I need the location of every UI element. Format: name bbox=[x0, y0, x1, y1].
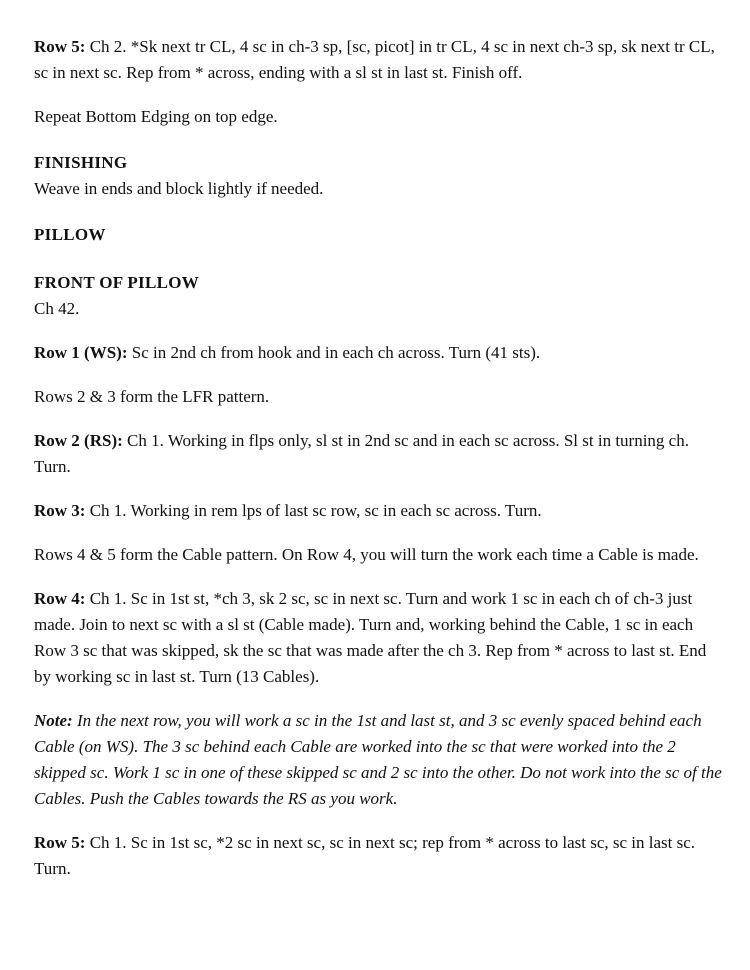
front-of-pillow-heading: FRONT OF PILLOW bbox=[34, 273, 200, 292]
cable-note bbox=[34, 708, 724, 812]
pillow-row-2 bbox=[34, 428, 724, 480]
row-label: Row 1 (WS): bbox=[34, 343, 128, 362]
pillow-row-3 bbox=[34, 498, 724, 524]
pillow-row-1 bbox=[34, 340, 724, 366]
repeat-edging-note: Repeat Bottom Edging on top edge. bbox=[34, 107, 278, 126]
note-label: Note: bbox=[34, 711, 73, 730]
edging-row-5 bbox=[34, 34, 724, 86]
row-instructions: Ch 1. Working in flps only, sl st in 2nd sc and in each sc across. Sl st in turning ch. Turn. bbox=[34, 431, 689, 476]
lfr-pattern-note: Rows 2 & 3 form the LFR pattern. bbox=[34, 387, 270, 406]
row-label: Row 2 (RS): bbox=[34, 431, 123, 450]
row-label: Row 3: bbox=[34, 501, 86, 520]
pillow-heading: PILLOW bbox=[34, 225, 106, 244]
row-label: Row 5: bbox=[34, 37, 86, 56]
row-label: Row 4: bbox=[34, 589, 86, 608]
row-label: Row 5: bbox=[34, 833, 86, 852]
note-text: In the next row, you will work a sc in the 1st and last st, and 3 sc evenly spaced behind each Cable (on WS). The 3 sc behind each Cable are worked into the sc that were worked into the 2 skipped sc. Work 1 sc in one of these skipped sc and 2 sc into the other. Do not work into the sc of the Cables. Push the Cables towards the RS as you work. bbox=[34, 711, 722, 808]
finishing-text: Weave in ends and block lightly if needed. bbox=[34, 179, 324, 198]
cable-pattern-note: Rows 4 & 5 form the Cable pattern. On Row 4, you will turn the work each time a Cable is made. bbox=[34, 545, 699, 564]
row-instructions: Ch 1. Sc in 1st sc, *2 sc in next sc, sc in next sc; rep from * across to last sc, sc in last sc. Turn. bbox=[34, 833, 696, 878]
row-instructions: Ch 1. Working in rem lps of last sc row, sc in each sc across. Turn. bbox=[85, 501, 542, 520]
row-instructions: Sc in 2nd ch from hook and in each ch across. Turn (41 sts). bbox=[127, 343, 541, 362]
row-instructions: Ch 1. Sc in 1st st, *ch 3, sk 2 sc, sc in next sc. Turn and work 1 sc in each ch of ch-3 just made. Join to next sc with a sl st (Cable made). Turn and, working behind the Cable, 1 sc in each Row 3 sc that was skipped, sk the sc that was made after the ch 3. Rep from * across to last st. End by working sc in last st. Turn (13 Cables). bbox=[34, 589, 707, 686]
front-chain-text: Ch 42. bbox=[34, 299, 80, 318]
pillow-row-4 bbox=[34, 586, 724, 690]
pattern-page bbox=[34, 34, 724, 900]
row-instructions: Ch 2. *Sk next tr CL, 4 sc in ch-3 sp, [sc, picot] in tr CL, 4 sc in next ch-3 sp, sk next tr CL, sc in next sc. Rep from * across, ending with a sl st in last st. Finish off. bbox=[34, 37, 715, 82]
finishing-heading: FINISHING bbox=[34, 153, 128, 172]
pillow-row-5 bbox=[34, 830, 724, 882]
